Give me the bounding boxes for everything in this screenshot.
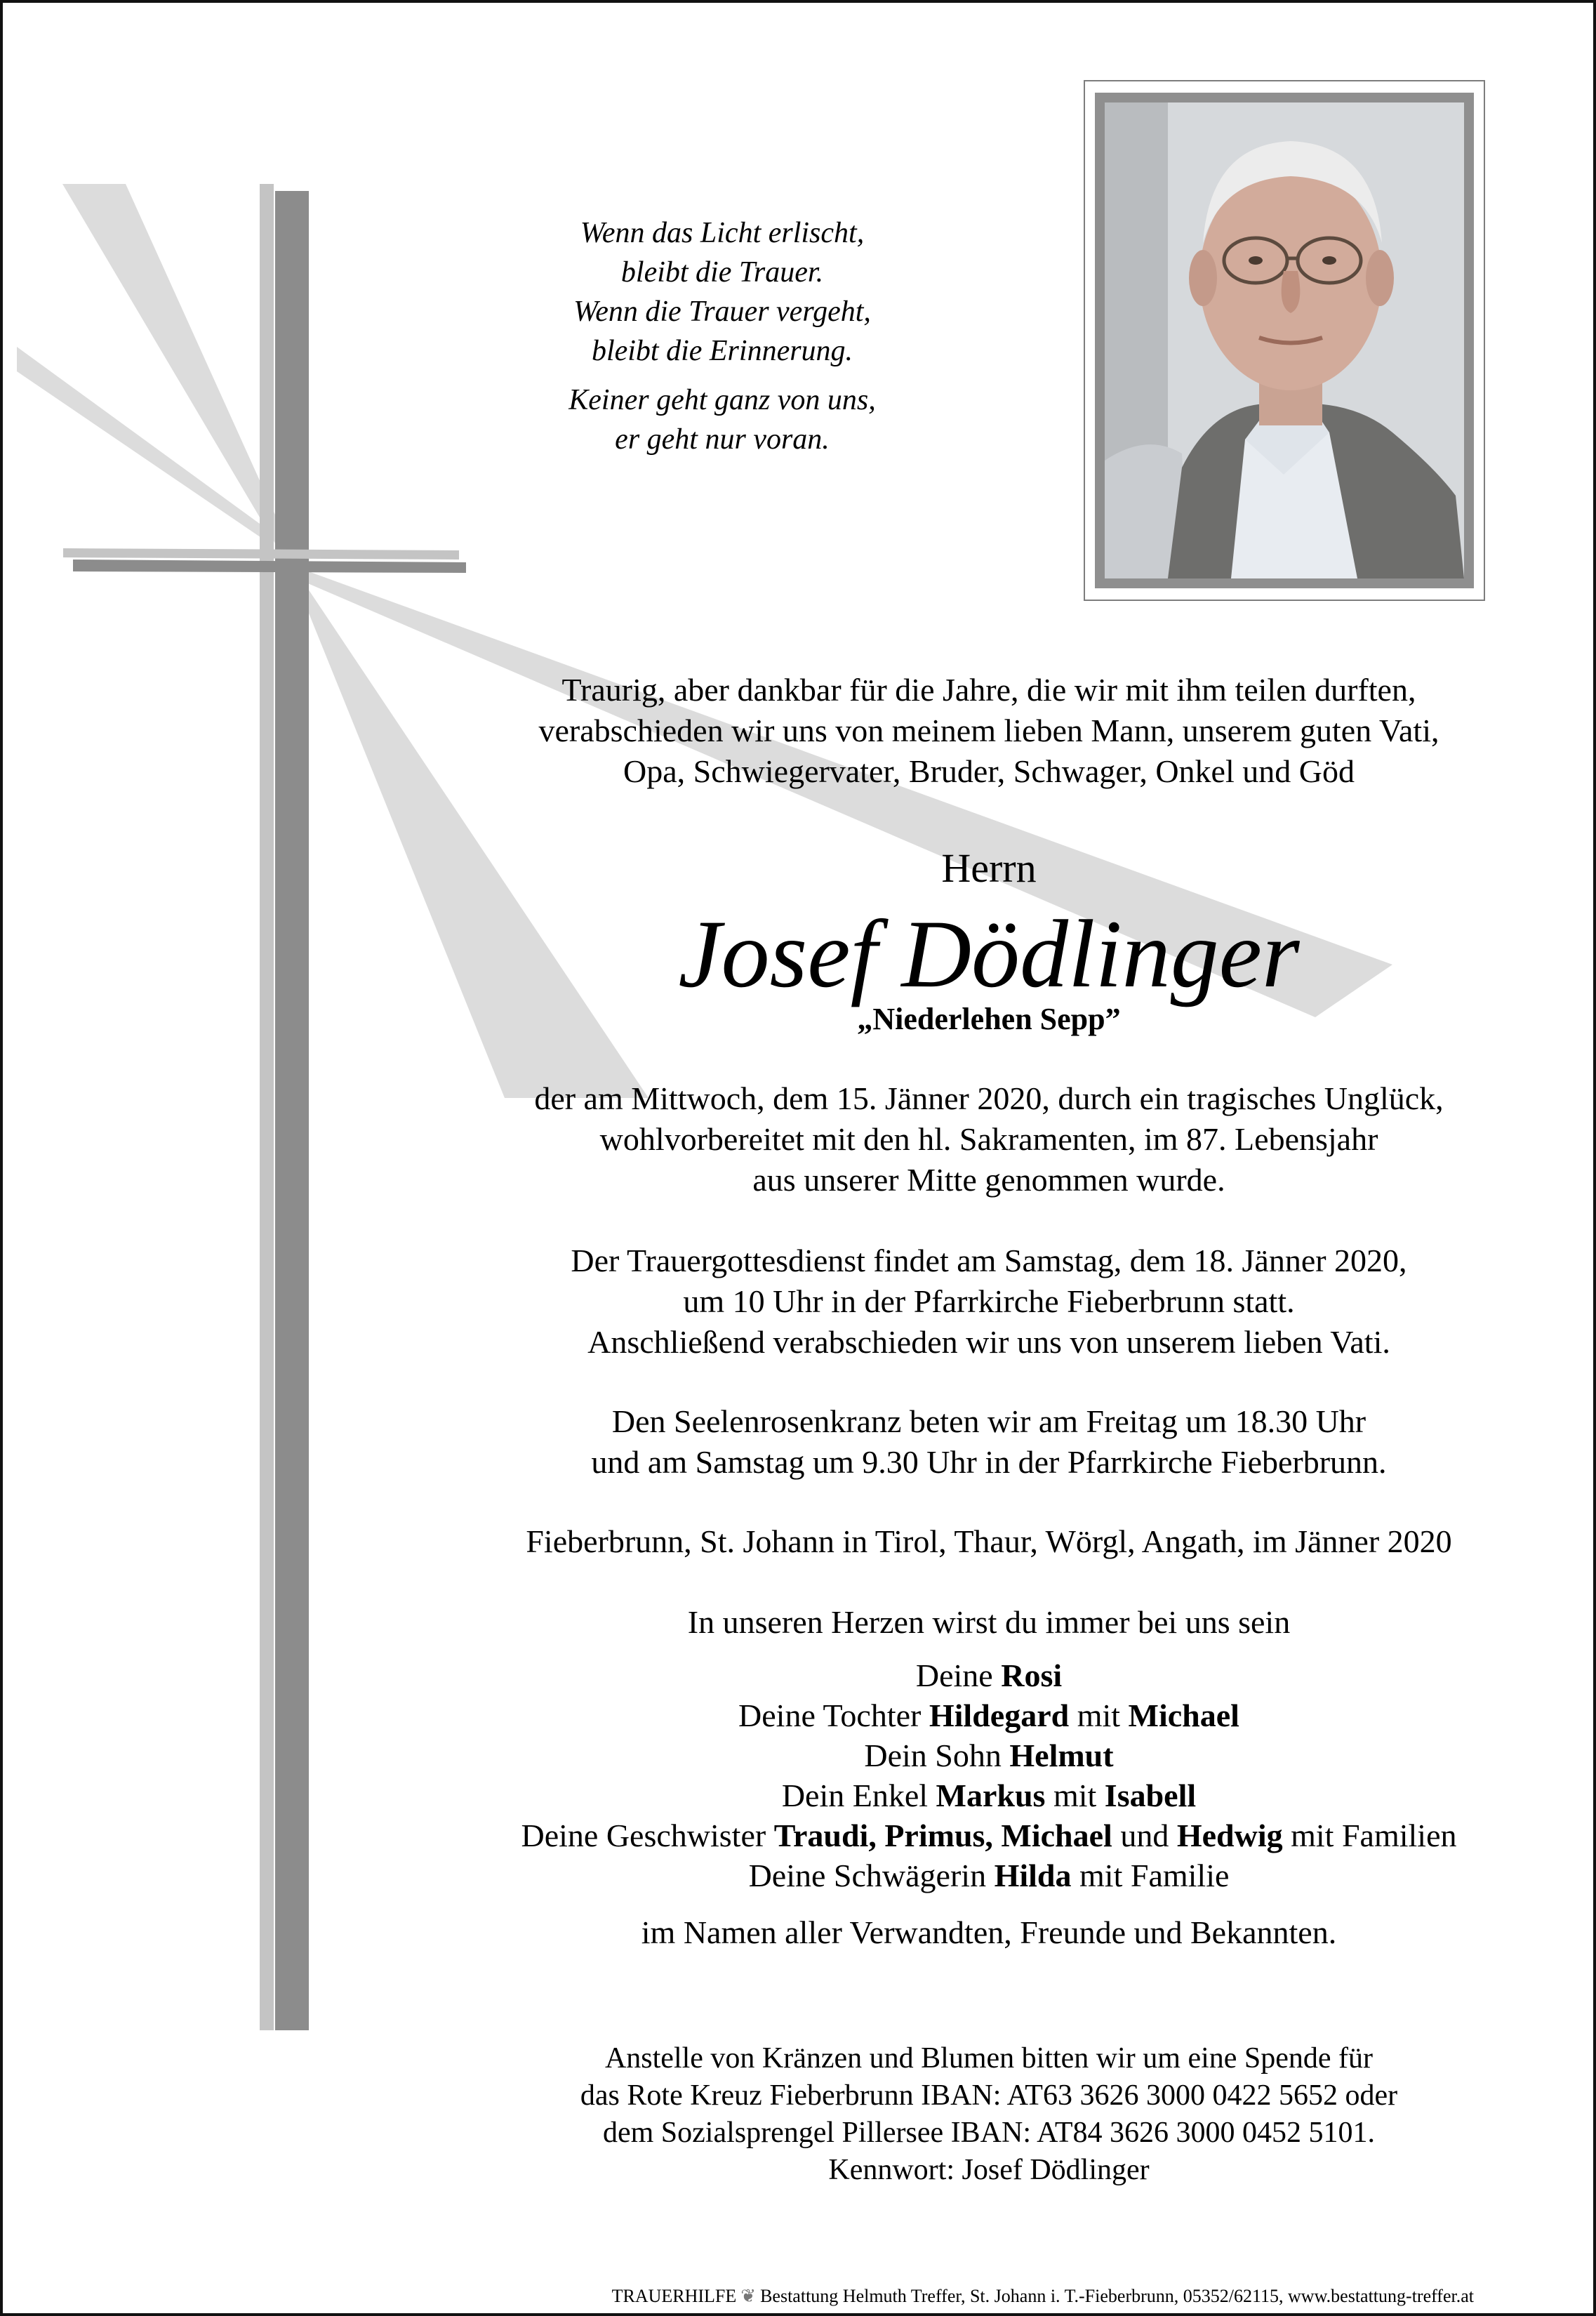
footer <box>3 2286 1593 2307</box>
places-date: Fieberbrunn, St. Johann in Tirol, Thaur, Wörgl, Angath, im Jänner 2020 <box>526 1523 1452 1559</box>
cross-vertical <box>275 191 309 2030</box>
motto: In unseren Herzen wirst du immer bei uns sein <box>687 1604 1291 1640</box>
family-relation: Deine <box>915 1657 1002 1693</box>
portrait-frame <box>1084 80 1485 601</box>
family-line-1 <box>438 1655 1540 1695</box>
family-member-name: Rosi <box>1001 1657 1063 1693</box>
family-member-name: Isabell <box>1104 1778 1197 1813</box>
donation-paragraph: Anstelle von Kränzen und Blumen bitten wir um eine Spende für das Rote Kreuz Fieberbrunn IBAN: AT63 3626 3000 0422 5652 oder dem Sozialsprengel Pillersee IBAN: AT84 3626 3000 0452 5101. Kennwort: Josef Dödlinger <box>580 2042 1398 2186</box>
donation-request <box>438 2040 1540 2189</box>
family-member-name: Traudi, Primus, Michael <box>773 1818 1112 1853</box>
poem-stanza-2: Keiner geht ganz von uns, er geht nur voran. <box>568 384 876 456</box>
family-member-name: Hilda <box>994 1858 1072 1893</box>
family-member-name: Michael <box>1128 1698 1239 1733</box>
salutation: Herrn <box>941 845 1037 891</box>
family-relation: Deine Geschwister <box>521 1818 774 1853</box>
rosary-paragraph: Den Seelenrosenkranz beten wir am Freitag um 18.30 Uhr und am Samstag um 9.30 Uhr in der Pfarrkirche Fieberbrunn. <box>591 1403 1387 1480</box>
intro-paragraph: Traurig, aber dankbar für die Jahre, die wir mit ihm teilen durften, verabschieden wir uns von meinem lieben Mann, unserem guten Vati, Opa, Schwiegervater, Bruder, Schwager, Onkel und Göd <box>538 672 1439 789</box>
death-notice-paragraph: der am Mittwoch, dem 15. Jänner 2020, durch ein tragisches Unglück, wohlvorbereitet mit den hl. Sakramenten, im 87. Lebensjahr aus unserer Mitte genommen wurde. <box>534 1080 1444 1198</box>
poem <box>508 213 936 469</box>
cross-horizontal <box>73 560 466 573</box>
family-connector: mit Familie <box>1071 1858 1230 1893</box>
portrait-photo <box>1095 93 1474 588</box>
closing-line: im Namen aller Verwandten, Freunde und Bekannten. <box>641 1914 1337 1950</box>
family-relation: Dein Enkel <box>781 1778 936 1813</box>
family-relation: Deine Tochter <box>738 1698 929 1733</box>
cross-horizontal-light <box>63 548 459 560</box>
death-notice <box>438 1078 1540 1200</box>
family-connector: mit <box>1045 1778 1105 1813</box>
family-member-name: Markus <box>936 1778 1046 1813</box>
family-line-5 <box>438 1815 1540 1855</box>
family-line-2 <box>438 1695 1540 1735</box>
family-connector: mit Familien <box>1282 1818 1457 1853</box>
family-relation: Dein Sohn <box>864 1738 1010 1773</box>
ray-top-left <box>62 184 285 543</box>
deceased-name: Josef Dödlinger <box>678 900 1300 1007</box>
family-member-name: Hedwig <box>1176 1818 1283 1853</box>
family-list <box>438 1655 1540 1895</box>
family-member-name: Helmut <box>1009 1738 1114 1773</box>
family-connector: mit <box>1069 1698 1129 1733</box>
footer-brand: TRAUERHILFE <box>611 2286 737 2306</box>
leaf-icon: ❦ <box>740 2286 757 2306</box>
family-line-4 <box>438 1775 1540 1815</box>
intro-text <box>438 670 1540 792</box>
portrait-illustration <box>1105 102 1464 578</box>
footer-text: Bestattung Helmuth Treffer, St. Johann i. T.-Fieberbrunn, 05352/62115, www.bestattung-treffer.at <box>760 2286 1474 2306</box>
rosary-info <box>438 1401 1540 1483</box>
poem-stanza-1: Wenn das Licht erlischt, bleibt die Trauer. Wenn die Trauer vergeht, bleibt die Erinnerung. <box>573 217 871 367</box>
deceased-nickname: „Niederlehen Sepp” <box>857 1002 1121 1036</box>
cross-vertical-shadow <box>260 184 274 2030</box>
funeral-service-info <box>438 1240 1540 1363</box>
service-paragraph: Der Trauergottesdienst findet am Samstag, dem 18. Jänner 2020, um 10 Uhr in der Pfarrkirche Fieberbrunn statt. Anschließend verabschieden wir uns von unserem lieben Vati. <box>571 1243 1407 1360</box>
family-line-6 <box>438 1855 1540 1895</box>
family-relation: Deine Schwägerin <box>748 1858 995 1893</box>
family-line-3 <box>438 1735 1540 1775</box>
family-member-name: Hildegard <box>929 1698 1070 1733</box>
family-connector: und <box>1112 1818 1177 1853</box>
